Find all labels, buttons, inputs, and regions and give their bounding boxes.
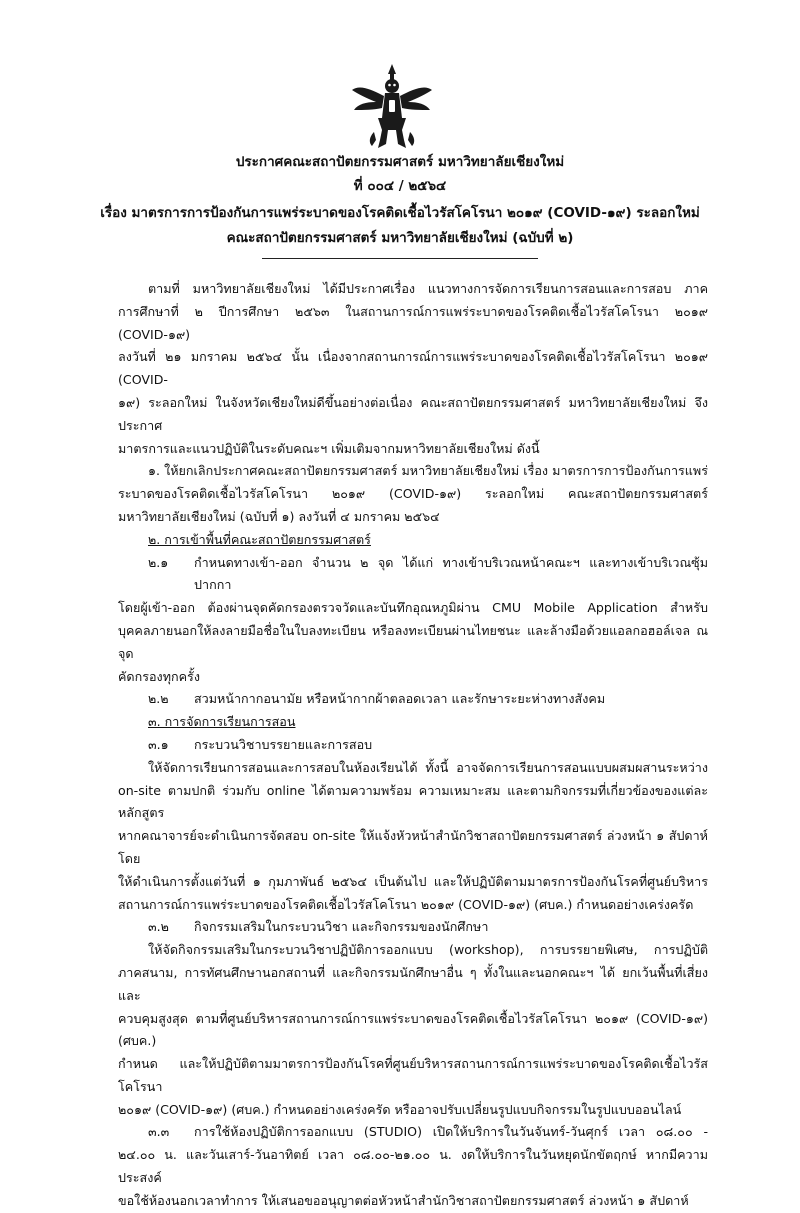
- text-line: ระบาดของโรคติดเชื้อไวรัสโคโรนา ๒๐๑๙ (COVID-๑๙) ระลอกใหม่ คณะสถาปัตยกรรมศาสตร์: [118, 486, 708, 502]
- text-line: ให้จัดการเรียนการสอนและการสอบในห้องเรียนได้ ทั้งนี้ อาจจัดการเรียนการสอนแบบผสมผสานระหว่าง: [148, 759, 708, 775]
- subsection-number: ๒.๑: [148, 554, 169, 570]
- text-line: ให้จัดกิจกรรมเสริมในกระบวนวิชาปฏิบัติการออกแบบ (workshop), การบรรยายพิเศษ, การปฏิบัติ: [148, 942, 708, 958]
- text-line: คัดกรองทุกครั้ง: [118, 668, 200, 684]
- text-line: การศึกษาที่ ๒ ปีการศึกษา ๒๕๖๓ ในสถานการณ์การแพร่ระบาดของโรคติดเชื้อไวรัสโคโรนา ๒๐๑๙ (COVID-๑๙): [118, 303, 708, 342]
- announcement-subject: เรื่อง มาตรการการป้องกันการแพร่ระบาดของโรคติดเชื้อไวรัสโคโรนา ๒๐๑๙ (COVID-๑๙) ระลอกใหม่: [100, 205, 700, 221]
- text-line: ลงวันที่ ๒๑ มกราคม ๒๕๖๔ นั้น เนื่องจากสถานการณ์การแพร่ระบาดของโรคติดเชื้อไวรัสโคโรนา ๒๐๑๙ (COVID-: [118, 349, 708, 388]
- text-line: มหาวิทยาลัยเชียงใหม่ (ฉบับที่ ๑) ลงวันที่ ๔ มกราคม ๒๕๖๔: [118, 508, 440, 524]
- announcement-subject-line2: คณะสถาปัตยกรรมศาสตร์ มหาวิทยาลัยเชียงใหม่ (ฉบับที่ ๒): [226, 230, 574, 246]
- section-2-heading: ๒. การเข้าพื้นที่คณะสถาปัตยกรรมศาสตร์: [148, 531, 371, 547]
- subsection-title: กิจกรรมเสริมในกระบวนวิชา และกิจกรรมของนักศึกษา: [194, 919, 489, 935]
- text-line: หากคณาจารย์จะดำเนินการจัดสอบ on-site ให้แจ้งหัวหน้าสำนักวิชาสถาปัตยกรรมศาสตร์ ล่วงหน้า ๑ สัปดาห์ โดย: [118, 828, 708, 866]
- subsection-2-2: [118, 688, 708, 711]
- text-line: สวมหน้ากากอนามัย หรือหน้ากากผ้าตลอดเวลา และรักษาระยะห่างทางสังคม: [194, 691, 606, 707]
- section-3-heading: ๓. การจัดการเรียนการสอน: [148, 714, 296, 730]
- subsection-3-1: [118, 734, 708, 757]
- text-line: ขอใช้ห้องนอกเวลาทำการ ให้เสนอขออนุญาตต่อหัวหน้าสำนักวิชาสถาปัตยกรรมศาสตร์ ล่วงหน้า ๑ สัปดาห์: [118, 1192, 689, 1208]
- text-line: บุคคลภายนอกให้ลงลายมือชื่อในใบลงทะเบียน หรือลงทะเบียนผ่านไทยชนะ และล้างมือด้วยแอลกอฮอล์เจล ณ จุด: [118, 622, 708, 661]
- subsection-number: ๓.๑: [148, 736, 169, 752]
- header-divider: [262, 258, 538, 259]
- subsection-number: ๓.๒: [148, 919, 169, 935]
- item-1-paragraph: [118, 460, 708, 528]
- subsection-2-1: [118, 552, 708, 689]
- subsection-number: ๓.๓: [148, 1124, 170, 1140]
- text-line: มาตรการและแนวปฏิบัติในระดับคณะฯ เพิ่มเติมจากมหาวิทยาลัยเชียงใหม่ ดังนี้: [118, 440, 540, 456]
- subsection-3-2: [118, 916, 708, 939]
- text-line: ตามที่ มหาวิทยาลัยเชียงใหม่ ได้มีประกาศเรื่อง แนวทางการจัดการเรียนการสอนและการสอบ ภาค: [148, 281, 708, 296]
- subsection-title: กระบวนวิชาบรรยายและการสอบ: [194, 736, 373, 752]
- subsection-3-1-body: [118, 757, 708, 917]
- announcement-number: ที่ ๐๐๔ / ๒๕๖๔: [353, 178, 447, 194]
- text-line: ๒๔.๐๐ น. และวันเสาร์-วันอาทิตย์ เวลา ๐๘.๐๐-๒๑.๐๐ น. งดให้บริการในวันหยุดนักขัตฤกษ์ หากมีความประสงค์: [118, 1147, 708, 1186]
- garuda-emblem-icon: [346, 60, 438, 152]
- document-body: [118, 278, 708, 1213]
- text-line: ควบคุมสูงสุด ตามที่ศูนย์บริหารสถานการณ์การแพร่ระบาดของโรคติดเชื้อไวรัสโคโรนา ๒๐๑๙ (COVID-๑๙) (ศบค.): [118, 1010, 708, 1049]
- text-line: ๒๐๑๙ (COVID-๑๙) (ศบค.) กำหนดอย่างเคร่งครัด หรืออาจปรับเปลี่ยนรูปแบบกิจกรรมในรูปแบบออนไลน์: [118, 1101, 682, 1117]
- text-line: ภาคสนาม, การทัศนศึกษานอกสถานที่ และกิจกรรมนักศึกษาอื่น ๆ ทั้งในและนอกคณะฯ ได้ ยกเว้นพื้นที่เสี่ยงและ: [118, 964, 708, 1003]
- text-line: กำหนดทางเข้า-ออก จำนวน ๒ จุด ได้แก่ ทางเข้าบริเวณหน้าคณะฯ และทางเข้าบริเวณซุ้มปากกา: [194, 554, 708, 593]
- text-line: ๑. ให้ยกเลิกประกาศคณะสถาปัตยกรรมศาสตร์ มหาวิทยาลัยเชียงใหม่ เรื่อง มาตรการการป้องกันการแพร่: [148, 463, 708, 479]
- announcement-title: ประกาศคณะสถาปัตยกรรมศาสตร์ มหาวิทยาลัยเชียงใหม่: [235, 154, 565, 170]
- subsection-number: ๒.๒: [148, 691, 169, 707]
- text-line: โดยผู้เข้า-ออก ต้องผ่านจุดคัดกรองตรวจวัดและบันทึกอุณหภูมิผ่าน CMU Mobile Application สำหรับ: [118, 600, 708, 616]
- subsection-3-3: [118, 1121, 708, 1212]
- intro-paragraph: [118, 278, 708, 460]
- subsection-3-2-body: [118, 939, 708, 1121]
- text-line: การใช้ห้องปฏิบัติการออกแบบ (STUDIO) เปิดให้บริการในวันจันทร์-วันศุกร์ เวลา ๐๘.๐๐ -: [194, 1124, 708, 1140]
- text-line: สถานการณ์การแพร่ระบาดของโรคติดเชื้อไวรัสโคโรนา ๒๐๑๙ (COVID-๑๙) (ศบค.) กำหนดอย่างเคร่งครัด: [118, 896, 694, 912]
- text-line: กำหนด และให้ปฏิบัติตามมาตรการป้องกันโรคที่ศูนย์บริหารสถานการณ์การแพร่ระบาดของโรคติดเชื้อไวรัสโคโรนา: [118, 1056, 708, 1094]
- text-line: ให้ดำเนินการตั้งแต่วันที่ ๑ กุมภาพันธ์ ๒๕๖๔ เป็นต้นไป และให้ปฏิบัติตามมาตรการป้องกันโรคที่ศูนย์บริหาร: [118, 873, 708, 889]
- text-line: ๑๙) ระลอกใหม่ ในจังหวัดเชียงใหม่ดีขึ้นอย่างต่อเนื่อง คณะสถาปัตยกรรมศาสตร์ มหาวิทยาลัยเชียงใหม่ จึงประกาศ: [118, 394, 708, 433]
- text-line: on-site ตามปกติ ร่วมกับ online ได้ตามความพร้อม ความเหมาะสม และตามกิจกรรมที่เกี่ยวข้องของแต่ละหลักสูตร: [118, 782, 708, 821]
